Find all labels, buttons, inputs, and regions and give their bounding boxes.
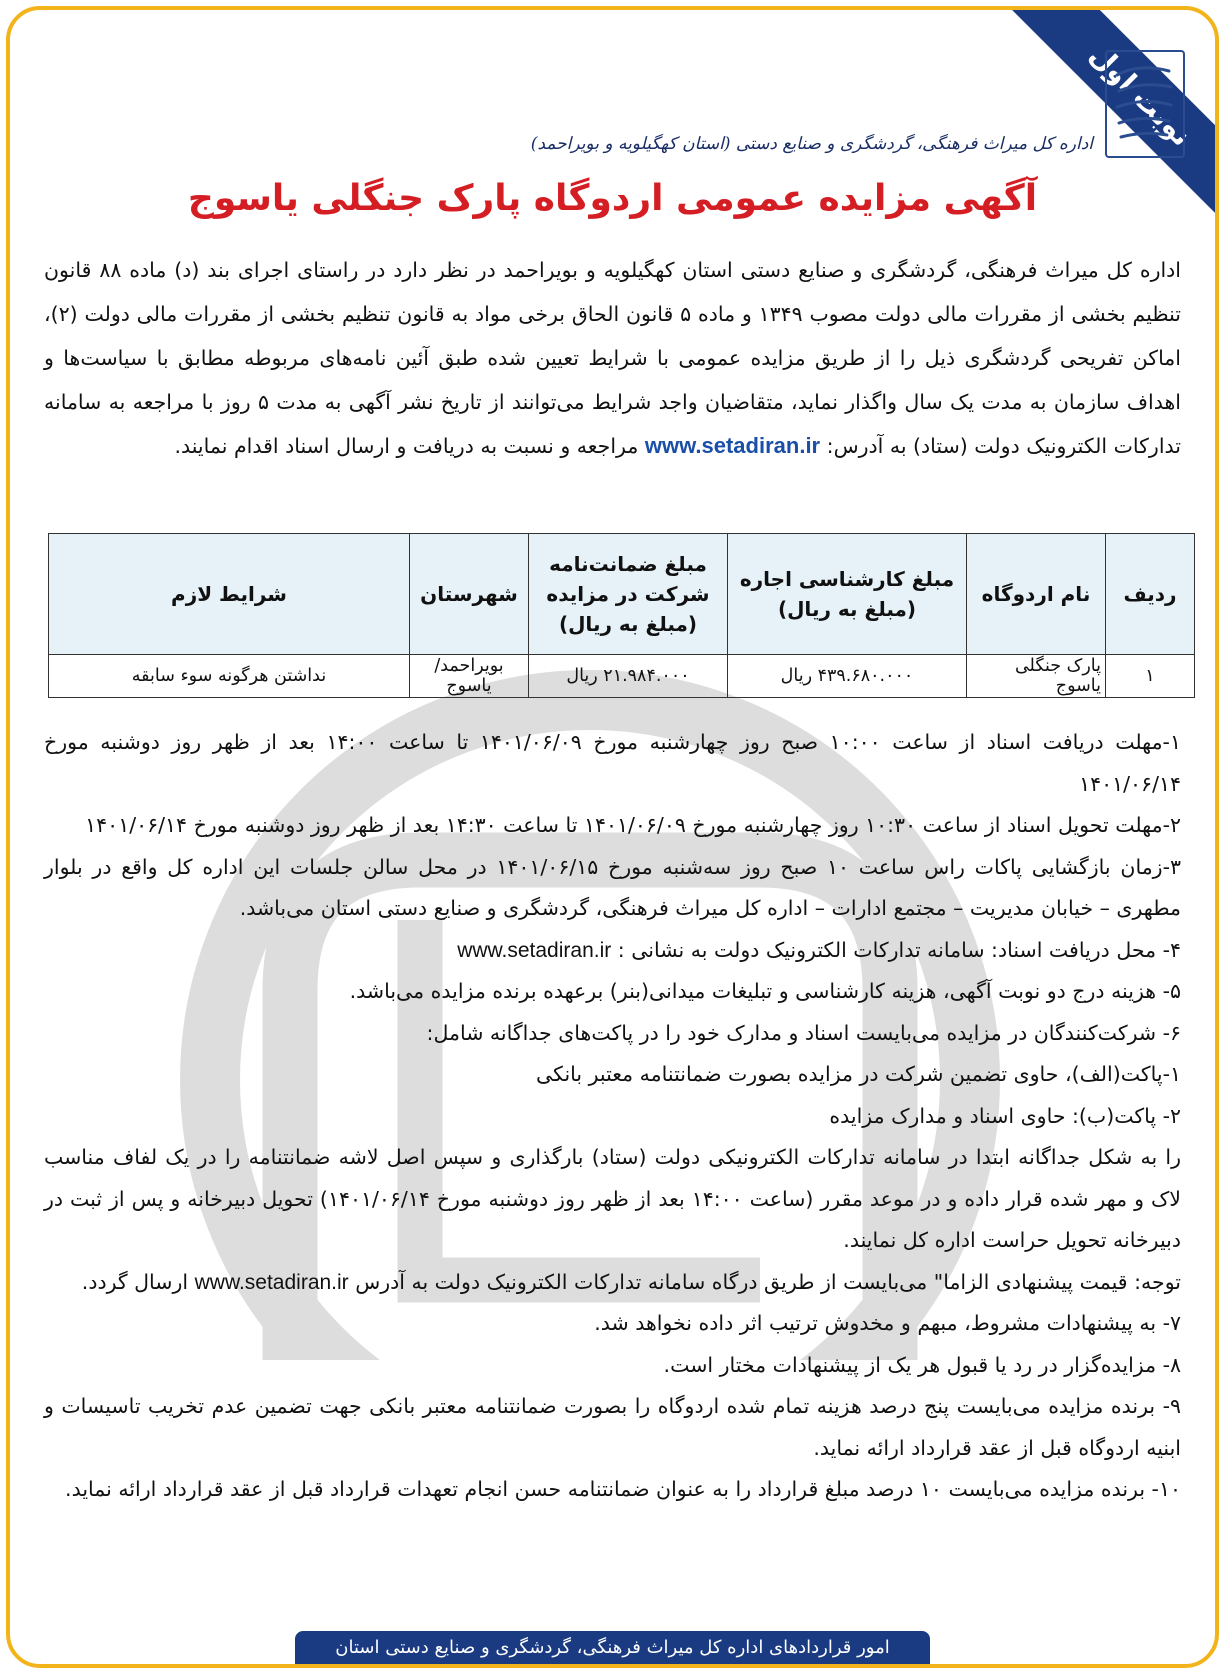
col-row: ردیف — [1106, 534, 1195, 655]
list-item: ۵- هزینه درج دو نوبت آگهی، هزینه کارشناسی و تبلیغات میدانی(بنر) برعهده برنده مزایده می‌باشد. — [349, 979, 1181, 1003]
intro-tail: مراجعه و نسبت به دریافت و ارسال اسناد اقدام نمایند. — [174, 434, 639, 458]
list-item: ۹- برنده مزایده می‌بایست پنج درصد هزینه تمام شده اردوگاه را بصورت ضمانتنامه معتبر بانکی جهت تضمین عدم تخریب تاسیسات و ابنیه اردوگاه قبل از عقد قرارداد ارائه نماید. — [44, 1394, 1181, 1460]
auction-table — [48, 533, 1195, 698]
list-item: ۶- شرکت‌کنندگان در مزایده می‌بایست اسناد و مدارک خود را در پاکت‌های جداگانه شامل: — [426, 1020, 1181, 1045]
note-item — [44, 1262, 1181, 1304]
note-suffix: ارسال گردد. — [81, 1269, 189, 1294]
notice-title: آگهی مزایده عمومی اردوگاه پارک جنگلی یاسوج — [187, 178, 1038, 219]
footer-text: امور قراردادهای اداره کل میراث فرهنگی، گردشگری و صنایع دستی استان — [295, 1631, 929, 1664]
col-conditions: شرایط لازم — [49, 534, 410, 655]
organization-name: اداره کل میراث فرهنگی، گردشگری و صنایع دستی (استان کهگیلویه و بویراحمد) — [530, 134, 1093, 154]
list-item — [44, 930, 1181, 972]
note-link[interactable]: www.setadiran.ir — [194, 1270, 349, 1294]
ministry-logo — [1105, 50, 1185, 158]
intro-text: اداره کل میراث فرهنگی، گردشگری و صنایع دستی استان کهگیلویه و بویراحمد در نظر دارد در راستای اجرای بند (د) ماده ۸۸ قانون تنظیم بخشی از مقررات مالی دولت مصوب ۱۳۴۹ و ماده ۵ قانون الحاق برخی مواد به قانون تنظیم بخشی از مقررات مالی دولت (۲)، اماکن تفریحی گردشگری ذیل را از طریق مزایده عمومی با شرایط تعیین شده طبق آئین نامه‌های مربوطه مطابق با سیاست‌ها و اهداف سازمان به مدت یک سال واگذار نماید، متقاضیان واجد شرایط می‌توانند از تاریخ نشر آگهی به مدت ۵ روز با مراجعه به سامانه تدارکات الکترونیک دولت (ستاد) به آدرس: — [44, 258, 1181, 458]
list-item: ۷- به پیشنهادات مشروط، مبهم و مخدوش ترتیب اثر داده نخواهد شد. — [594, 1311, 1181, 1335]
cell-row: ۱ — [1106, 655, 1195, 698]
notice-frame — [6, 6, 1219, 1668]
cell-camp-name: پارک جنگلی یاسوج — [967, 655, 1106, 698]
footer — [10, 1630, 1215, 1664]
col-city: شهرستان — [410, 534, 529, 655]
note-text: توجه: قیمت پیشنهادی الزاما" می‌بایست از طریق درگاه سامانه تدارکات الکترونیک دولت به آدرس — [355, 1269, 1181, 1294]
col-expert-amount: مبلغ کارشناسی اجاره (مبلغ به ریال) — [728, 534, 967, 655]
list-item: را به شکل جداگانه ابتدا در سامانه تدارکات الکترونیکی دولت (ستاد) بارگذاری و سپس اصل لاشه ضمانتنامه را در یک لفاف مناسب لاک و مهر شده قرار داده و در موعد مقرر (ساعت ۱۴:۰۰ بعد از ظهر روز دوشنبه مورخ ۱۴۰۱/۰۶/۱۴) تحویل دبیرخانه و پس از ثبت در دبیرخانه تحویل حراست اداره کل نمایند. — [44, 1145, 1181, 1252]
first-turn-badge: نوبت اول — [1006, 10, 1215, 230]
intro-paragraph — [44, 248, 1181, 468]
cell-conditions: نداشتن هرگونه سوء سابقه — [49, 655, 410, 698]
list-item: ۸- مزایده‌گزار در رد یا قبول هر یک از پیشنهادات مختار است. — [663, 1352, 1181, 1377]
table-header-row — [49, 534, 1195, 655]
col-guarantee-amount: مبلغ ضمانت‌نامه شرکت در مزایده (مبلغ به ریال) — [529, 534, 728, 655]
list-item: ۱-مهلت دریافت اسناد از ساعت ۱۰:۰۰ صبح روز چهارشنبه مورخ ۱۴۰۱/۰۶/۰۹ تا ساعت ۱۴:۰۰ بعد از ظهر روز دوشنبه مورخ ۱۴۰۱/۰۶/۱۴ — [44, 730, 1181, 796]
list-item: ۳-زمان بازگشایی پاکات راس ساعت ۱۰ صبح روز سه‌شنبه مورخ ۱۴۰۱/۰۶/۱۵ در محل سالن جلسات این اداره کل واقع در بلوار مطهری – خیابان مدیریت – مجتمع ادارات – اداره کل میراث فرهنگی، گردشگری و صنایع دستی استان می‌باشد. — [44, 854, 1181, 920]
list-item: ۲-مهلت تحویل اسناد از ساعت ۱۰:۳۰ روز چهارشنبه مورخ ۱۴۰۱/۰۶/۰۹ تا ساعت ۱۴:۳۰ بعد از ظهر روز دوشنبه مورخ ۱۴۰۱/۰۶/۱۴ — [85, 813, 1181, 837]
conditions-list — [44, 722, 1181, 1511]
table-row — [49, 655, 1195, 698]
cell-guarantee-amount: ۲۱.۹۸۴.۰۰۰ ریال — [529, 655, 728, 698]
setad-link[interactable]: www.setadiran.ir — [644, 433, 821, 458]
list-item: ۱-پاکت(الف)، حاوی تضمین شرکت در مزایده بصورت ضمانتنامه معتبر بانکی — [536, 1062, 1181, 1086]
list-item: ۲- پاکت(ب): حاوی اسناد و مدارک مزایده — [829, 1103, 1181, 1128]
cell-expert-amount: ۴۳۹.۶۸۰.۰۰۰ ریال — [728, 655, 967, 698]
ministry-logo-icon — [1109, 55, 1181, 153]
col-camp-name: نام اردوگاه — [967, 534, 1106, 655]
item4-text: ۴- محل دریافت اسناد: سامانه تدارکات الکترونیک دولت به نشانی : — [617, 937, 1181, 962]
list-item: ۱۰- برنده مزایده می‌بایست ۱۰ درصد مبلغ قرارداد را به عنوان ضمانتنامه حسن انجام تعهدات قرارداد قبل از عقد قرارداد ارائه نماید. — [65, 1477, 1181, 1501]
item4-link[interactable]: www.setadiran.ir — [457, 938, 612, 962]
cell-city: بویراحمد/یاسوج — [410, 655, 529, 698]
